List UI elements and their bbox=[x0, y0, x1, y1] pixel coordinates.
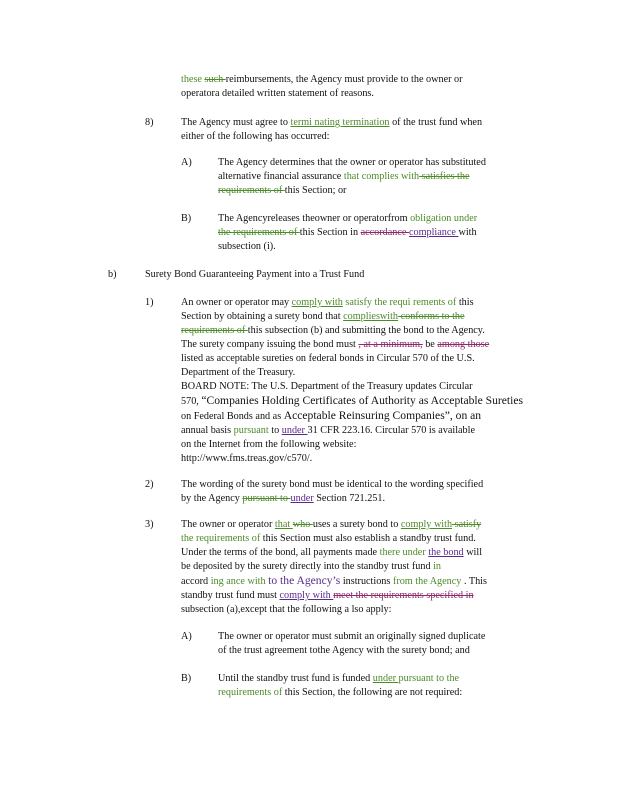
body-text: The owner or operator bbox=[181, 519, 275, 530]
body-text: instructions bbox=[340, 576, 393, 587]
website-url: http://www.fms.treas.gov/c570/. bbox=[181, 453, 313, 464]
deleted-text: conforms to the bbox=[398, 311, 465, 322]
body-text: The Agency must agree to bbox=[181, 117, 291, 128]
inserted-text: to the Agency’s bbox=[268, 574, 341, 587]
item-label-1: 1) bbox=[145, 297, 154, 308]
body-text: accord bbox=[181, 576, 211, 587]
body-text: be bbox=[422, 339, 438, 350]
paragraph-3 bbox=[181, 518, 533, 617]
item-label-8: 8) bbox=[145, 117, 154, 128]
inserted-text: complieswith bbox=[343, 311, 399, 322]
deleted-text: accordance bbox=[360, 227, 409, 238]
deleted-text: satisfies the bbox=[419, 171, 470, 182]
body-text: Under the terms of the bond, all payments made bbox=[181, 547, 380, 558]
body-text: annual basis bbox=[181, 425, 234, 436]
body-text: An owner or operator may bbox=[181, 297, 292, 308]
deleted-text: such bbox=[204, 74, 226, 85]
inserted-text: requirements bbox=[218, 687, 274, 698]
body-text: on the Internet from the following website: bbox=[181, 439, 357, 450]
body-text: ”, on an bbox=[444, 409, 482, 422]
body-text: alternative financial assurance bbox=[218, 171, 344, 182]
inserted-text: comply with bbox=[291, 297, 343, 308]
body-text: reimbursements, the Agency must provide to the owner or bbox=[225, 74, 463, 85]
inserted-text: under bbox=[372, 673, 399, 684]
body-text: The wording of the surety bond must be identical to the wording specified bbox=[181, 479, 484, 490]
inserted-text: of bbox=[273, 687, 285, 698]
inserted-text: comply with bbox=[279, 590, 334, 601]
body-text: The surety company issuing the bond must bbox=[181, 339, 359, 350]
inserted-text: ing ance with bbox=[210, 576, 266, 587]
body-text: standby trust fund must bbox=[181, 590, 280, 601]
deleted-text: requirements of bbox=[181, 325, 248, 336]
body-text: by the Agency bbox=[181, 493, 243, 504]
body-text: this Section; or bbox=[284, 185, 347, 196]
paragraph-continuation bbox=[181, 73, 514, 101]
circular-title: “Companies Holding Certificates of Authority as Acceptable Sureties bbox=[201, 394, 524, 407]
body-text: listed as acceptable sureties on federal bonds in Circular 570 of the U.S. bbox=[181, 353, 475, 364]
section-label-b: b) bbox=[108, 269, 117, 280]
paragraph-8a bbox=[218, 156, 530, 198]
body-text: to bbox=[268, 425, 282, 436]
inserted-text: termi nating bbox=[290, 117, 343, 128]
body-text: will bbox=[463, 547, 483, 558]
item-label-2: 2) bbox=[145, 479, 154, 490]
body-text: The Agency determines that the owner or operator has substituted bbox=[218, 157, 486, 168]
inserted-text: satisfy the requi rements of bbox=[342, 297, 457, 308]
deleted-text: among those bbox=[437, 339, 490, 350]
inserted-text: under bbox=[281, 425, 308, 436]
inserted-text: there under bbox=[379, 547, 426, 558]
inserted-text: these bbox=[181, 74, 205, 85]
deleted-text: the requirements of bbox=[218, 227, 300, 238]
body-text: be deposited by the surety directly into the standby trust fund bbox=[181, 561, 434, 572]
inserted-text: obligation under bbox=[410, 213, 478, 224]
section-heading: Surety Bond Guaranteeing Payment into a Trust Fund bbox=[145, 269, 365, 280]
item-label-3: 3) bbox=[145, 519, 154, 530]
body-text: operatora detailed written statement of reasons. bbox=[181, 88, 374, 99]
paragraph-1 bbox=[181, 296, 541, 466]
item-label-3a: A) bbox=[181, 631, 192, 642]
body-text: subsection (a),except that the following a lso apply: bbox=[181, 604, 392, 615]
body-text: this bbox=[456, 297, 474, 308]
body-text: 31 CFR 223.16. Circular 570 is available bbox=[307, 425, 476, 436]
body-text: of the trust fund when bbox=[389, 117, 483, 128]
inserted-text: compliance bbox=[408, 227, 459, 238]
inserted-text: termination bbox=[342, 117, 390, 128]
inserted-text: comply with bbox=[400, 519, 453, 530]
paragraph-8 bbox=[181, 116, 531, 144]
inserted-text: from the Agency bbox=[392, 576, 464, 587]
paragraph-8b bbox=[218, 212, 530, 254]
inserted-text: that complies with bbox=[343, 171, 420, 182]
deleted-text: , at a minimum, bbox=[358, 339, 423, 350]
inserted-text: in bbox=[433, 561, 442, 572]
body-text: Until the standby trust fund is funded bbox=[218, 673, 373, 684]
body-text: subsection (i). bbox=[218, 241, 276, 252]
body-text: Section by obtaining a surety bond that bbox=[181, 311, 344, 322]
section-title-b bbox=[145, 268, 445, 282]
body-text: The owner or operator must submit an originally signed duplicate bbox=[218, 631, 486, 642]
inserted-text: under bbox=[290, 493, 314, 504]
body-text: The Agencyreleases theowner or operatorfrom bbox=[218, 213, 411, 224]
inserted-text: that bbox=[274, 519, 293, 530]
deleted-text: meet the requirements specified in bbox=[333, 590, 474, 601]
paragraph-3b bbox=[218, 672, 530, 700]
deleted-text: requirements of bbox=[218, 185, 285, 196]
body-text: this subsection (b) and submitting the bond to the Agency. bbox=[247, 325, 485, 336]
item-label-8b: B) bbox=[181, 213, 192, 224]
body-text: with bbox=[458, 227, 477, 238]
board-note: BOARD NOTE: The U.S. Department of the Treasury updates Circular bbox=[181, 381, 473, 392]
inserted-text: pursuant to the bbox=[398, 673, 460, 684]
body-text: of the trust agreement tothe Agency with the surety bond; and bbox=[218, 645, 470, 656]
body-text: on Federal Bonds and as bbox=[181, 411, 284, 422]
deleted-text: who bbox=[292, 519, 313, 530]
body-text: this Section in bbox=[299, 227, 361, 238]
body-text: this Section, the following are not required: bbox=[284, 687, 463, 698]
deleted-text: satisfy bbox=[452, 519, 482, 530]
body-text: Department of the Treasury. bbox=[181, 367, 296, 378]
body-text: 570, bbox=[181, 396, 202, 407]
inserted-text: the requirements bbox=[181, 533, 252, 544]
body-text: . This bbox=[463, 576, 487, 587]
circular-title: Acceptable Reinsuring Companies bbox=[283, 409, 445, 422]
inserted-text: pursuant bbox=[233, 425, 269, 436]
body-text: either of the following has occurred: bbox=[181, 131, 330, 142]
inserted-text: of bbox=[251, 533, 263, 544]
deleted-text: pursuant to bbox=[242, 493, 291, 504]
item-label-8a: A) bbox=[181, 157, 192, 168]
body-text: this Section must also establish a standby trust fund. bbox=[262, 533, 476, 544]
paragraph-2 bbox=[181, 478, 533, 506]
inserted-text: the bond bbox=[428, 547, 464, 558]
item-label-3b: B) bbox=[181, 673, 192, 684]
body-text: Section 721.251. bbox=[313, 493, 386, 504]
paragraph-3a bbox=[218, 630, 530, 658]
body-text: uses a surety bond to bbox=[312, 519, 401, 530]
